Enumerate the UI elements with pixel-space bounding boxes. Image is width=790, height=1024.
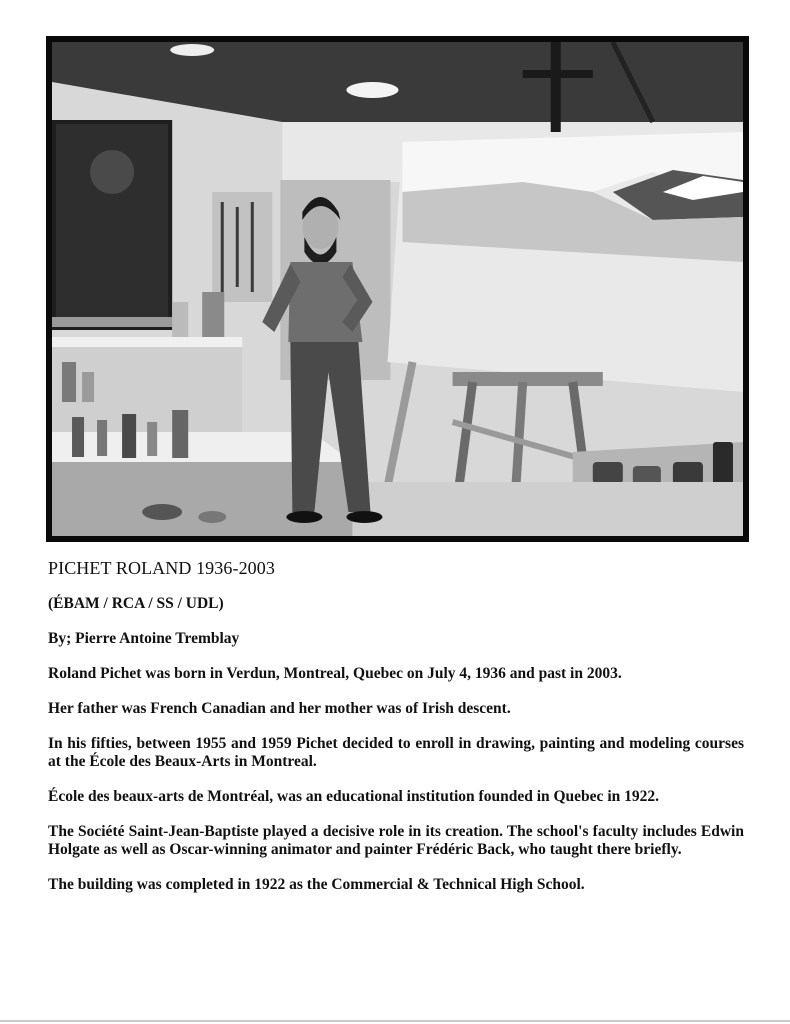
paragraph: École des beaux-arts de Montréal, was an educational institution founded in Quebec in 1922. [48,788,659,805]
ceiling-beam [523,70,593,78]
paragraph: Roland Pichet was born in Verdun, Montreal, Quebec on July 4, 1936 and past in 2003. [48,665,622,682]
paragraph: In his fifties, between 1955 and 1959 Pichet decided to enroll in drawing, painting and modeling courses at the École des Beaux-Arts in Montreal. [48,735,744,770]
document-title: PICHET ROLAND 1936-2003 [48,558,275,578]
studio-photo-illustration [52,42,743,536]
affiliations: (ÉBAM / RCA / SS / UDL) [48,595,224,612]
ceiling-lamp [346,82,398,98]
page-bottom-edge [0,1020,790,1022]
shelf [52,337,242,347]
tree-foliage [90,150,134,194]
artist-shoe [286,511,322,523]
studio-floor [352,482,743,536]
paint-pot [142,504,182,520]
paragraph: The building was completed in 1922 as the Commercial & Technical High School. [48,876,585,893]
article-text [48,558,744,911]
artist-shoe [346,511,382,523]
window-sill [52,317,182,327]
byline: By; Pierre Antoine Tremblay [48,630,240,647]
paragraph: Her father was French Canadian and her mother was of Irish descent. [48,700,511,717]
studio-photo [46,36,749,542]
paint-pot [198,511,226,523]
ceiling-lamp [170,44,214,56]
paragraph: The Société Saint-Jean-Baptiste played a decisive role in its creation. The school's faculty includes Edwin Holgate as well as Oscar-winning animator and painter Frédéric Back, who taught there briefly. [48,823,744,858]
ceiling-beam [551,42,561,132]
